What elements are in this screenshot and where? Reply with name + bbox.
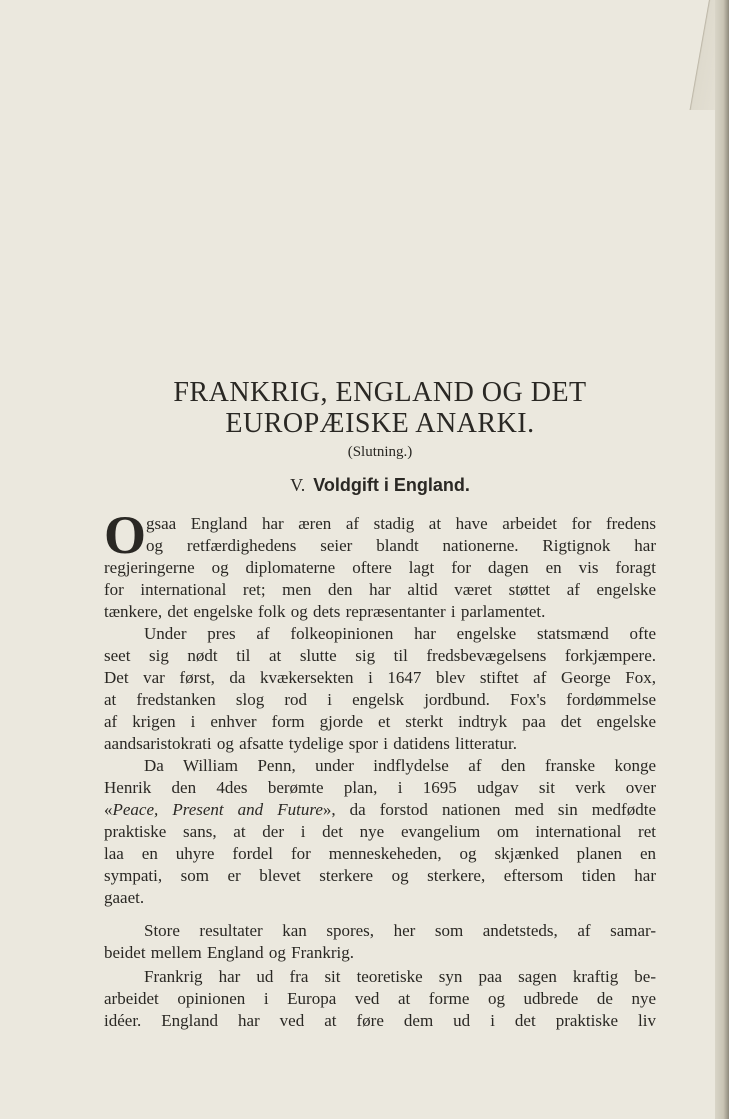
text-line: arbeidet opinionen i Europa ved at forme og udbrede de nye bbox=[104, 989, 656, 1008]
text-line: Store resultater kan spores, her som andetsteds, af samar- bbox=[144, 921, 656, 940]
text-line: praktiske sans, at der i det nye evangelium om international ret bbox=[104, 822, 656, 841]
text-line: tænkere, det engelske folk og dets repræsentanter i parlamentet. bbox=[104, 602, 546, 621]
book-title: Peace, Present and Future bbox=[112, 800, 323, 819]
text-line: af krigen i enhver form gjorde et sterkt indtryk paa det engelske bbox=[104, 712, 656, 731]
text-line: aandsaristokrati og afsatte tydelige spor i datidens litteratur. bbox=[104, 734, 517, 753]
text-line: Da William Penn, under indflydelse af den franske konge bbox=[144, 756, 656, 775]
page-edge bbox=[715, 0, 729, 1119]
article-title-line-2: EUROPÆISKE ANARKI. bbox=[225, 408, 535, 439]
text-line: laa en uhyre fordel for menneskeheden, og skjænked planen en bbox=[104, 844, 656, 863]
article-subtitle: (Slutning.) bbox=[347, 444, 413, 460]
text-line: Under pres af folkeopinionen har engelske statsmænd ofte bbox=[144, 624, 656, 643]
text-line: Det var først, da kvækersekten i 1647 blev stiftet af George Fox, bbox=[104, 668, 656, 687]
text-line: sympati, som er blevet sterkere og sterkere, eftersom tiden har bbox=[104, 866, 656, 885]
drop-cap: O bbox=[104, 505, 147, 565]
section-number: V. bbox=[290, 475, 306, 495]
page-fold bbox=[685, 0, 715, 110]
text-line: gsaa England har æren af stadig at have arbeidet for fredens bbox=[146, 514, 656, 533]
section-heading bbox=[100, 475, 660, 496]
text-line: og retfærdighedens seier blandt nationerne. Rigtignok har bbox=[146, 536, 656, 555]
text-line: regjeringerne og diplomaterne oftere lagt for dagen en vis foragt bbox=[104, 558, 656, 577]
text-line: for international ret; men den har altid været støttet af engelske bbox=[104, 580, 656, 599]
text-line: Frankrig har ud fra sit teoretiske syn paa sagen kraftig be- bbox=[144, 967, 656, 986]
text-line: at fredstanken slog rod i engelsk jordbund. Fox's fordømmelse bbox=[104, 690, 656, 709]
text-line: idéer. England har ved at føre dem ud i det praktiske liv bbox=[104, 1011, 656, 1030]
section-title: Voldgift i England. bbox=[313, 475, 470, 495]
article-title-line-1: FRANKRIG, ENGLAND OG DET bbox=[173, 377, 587, 408]
text-line: gaaet. bbox=[104, 888, 145, 907]
text-line: beidet mellem England og Frankrig. bbox=[104, 943, 354, 962]
text-line: «Peace, Present and Future», da forstod nationen med sin medfødte bbox=[104, 800, 656, 819]
text-line: Henrik den 4des berømte plan, i 1695 udgav sit verk over bbox=[104, 778, 656, 797]
text-line: seet sig nødt til at slutte sig til fredsbevægelsens forkjæmpere. bbox=[104, 646, 656, 665]
